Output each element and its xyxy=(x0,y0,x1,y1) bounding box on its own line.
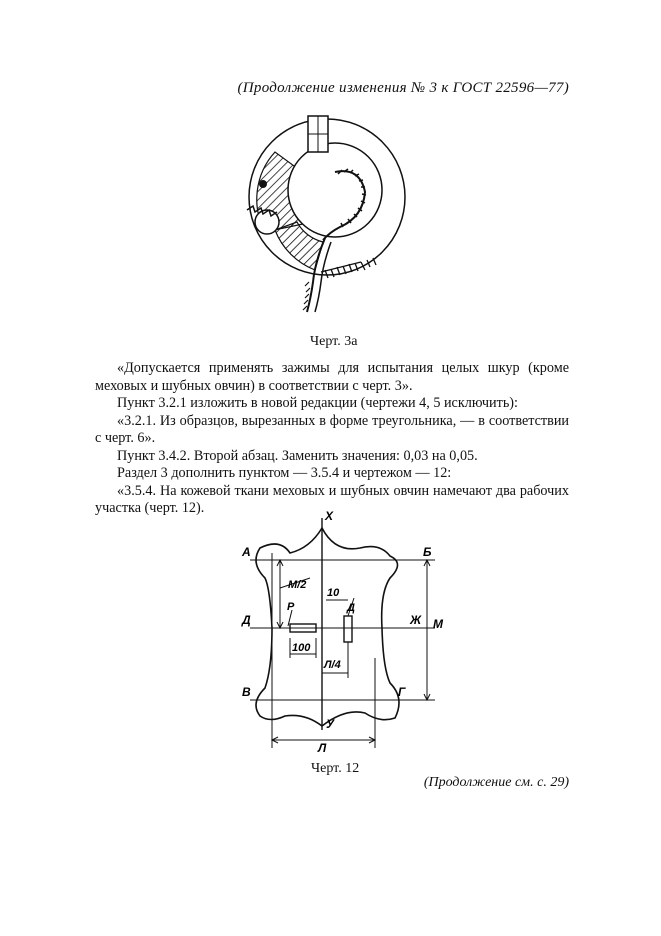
page-header: (Продолжение изменения № 3 к ГОСТ 22596—77) xyxy=(237,80,569,96)
label-top: Х xyxy=(325,509,334,523)
label-d: Д xyxy=(347,602,355,614)
label-left-bottom: В xyxy=(242,685,251,699)
label-p: Р xyxy=(287,601,295,613)
figure-12-drawing xyxy=(230,508,445,758)
label-quarter-l: Л/4 xyxy=(324,659,341,671)
paragraph-4: Пункт 3.4.2. Второй абзац. Заменить значения: 0,03 на 0,05. xyxy=(117,447,478,464)
work-area-d xyxy=(344,616,352,642)
label-right-top: Б xyxy=(423,545,432,559)
label-right-bottom: Г xyxy=(398,685,406,699)
label-m: М xyxy=(433,617,443,631)
label-half-m: М/2 xyxy=(288,579,307,591)
paragraph-3: «3.2.1. Из образцов, вырезанных в форме треугольника, — в соответствии с черт. 6». xyxy=(95,412,569,446)
paragraph-6: «3.5.4. На кожевой ткани меховых и шубных овчин намечают два рабочих участка (черт. 12). xyxy=(95,482,569,516)
label-hundred: 100 xyxy=(292,642,311,654)
body-text xyxy=(95,360,569,518)
page-footer: (Продолжение см. с. 29) xyxy=(423,775,569,790)
label-right-mid: Ж xyxy=(410,613,422,627)
figure-12-caption: Черт. 12 xyxy=(311,761,360,776)
paragraph-2: Пункт 3.2.1 изложить в новой редакции (чертежи 4, 5 исключить): xyxy=(117,395,518,411)
paragraph-1: «Допускается применять зажимы для испытания целых шкур (кроме меховых и шубных овчин) в соответствии с черт. 3». xyxy=(95,360,569,394)
label-l: Л xyxy=(318,741,327,755)
paragraph-5: Раздел 3 дополнить пунктом — 3.5.4 и чертежом — 12: xyxy=(117,465,452,481)
label-ten: 10 xyxy=(327,587,340,599)
label-bottom: У xyxy=(326,717,335,731)
skin-outline xyxy=(256,528,399,726)
label-left-mid: Д xyxy=(242,613,251,627)
figure-3a-clamp-drawing xyxy=(235,112,410,317)
figure-3a-caption: Черт. 3а xyxy=(310,334,358,349)
inner-drum xyxy=(288,143,382,237)
label-left-top: А xyxy=(242,545,251,559)
